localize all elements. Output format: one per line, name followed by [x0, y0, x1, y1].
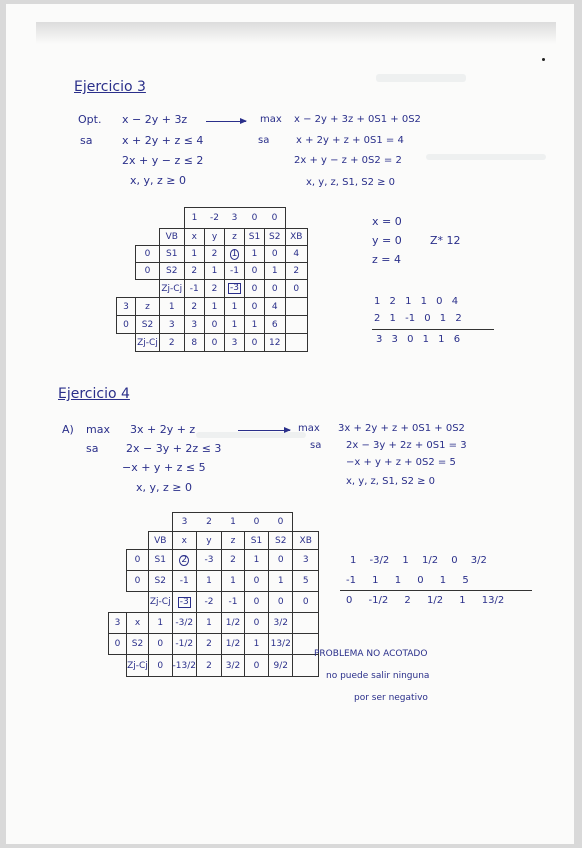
cost-cell: 0: [244, 513, 268, 532]
tableau-cell: 1: [149, 613, 173, 634]
heading-ejercicio-4: Ejercicio 4: [58, 386, 130, 402]
header-cell: x: [184, 229, 205, 246]
cost-cell: 3: [172, 513, 196, 532]
tableau-cell: -1: [221, 592, 244, 613]
tableau-cell: -1: [184, 280, 205, 298]
zj-cj-label: Zj-Cj: [136, 334, 160, 352]
cost-cell: -2: [205, 208, 225, 229]
cost-cell: 2: [196, 513, 221, 532]
tableau-cell: 0: [205, 334, 225, 352]
tableau-cell: 2: [184, 263, 205, 280]
header-cell: z: [221, 532, 244, 550]
tableau-cell: 2: [285, 263, 308, 280]
tableau-cell: 4: [265, 298, 286, 316]
tableau-cell: 0: [244, 655, 268, 677]
simplex-tableau-e4: [108, 512, 319, 677]
tableau-cell: 1: [265, 263, 286, 280]
tableau-cell: 1: [160, 298, 185, 316]
standard-form-line: 3x + 2y + z + 0S1 + 0S2: [338, 423, 465, 434]
tableau-cell: 0: [244, 571, 268, 592]
tableau-cell: -13/2: [172, 655, 196, 677]
tableau-cell: 0: [244, 592, 268, 613]
constraint-line: −x + y + z ≤ 5: [122, 461, 206, 474]
basis-var-cell: x: [127, 613, 149, 634]
tableau-cell: 0: [149, 634, 173, 655]
tableau-cell: 1: [244, 550, 268, 571]
cost-cell: 1: [221, 513, 244, 532]
standard-form-line: 2x + y − z + 0S2 = 2: [294, 155, 402, 166]
tableau-cell: 1: [196, 571, 221, 592]
basis-cost-cell: 3: [117, 298, 136, 316]
note-line: por ser negativo: [354, 693, 428, 703]
tableau-cell: 12: [265, 334, 286, 352]
basis-var-cell: z: [136, 298, 160, 316]
tableau-cell: 0: [245, 334, 265, 352]
optimal-z: Z* 12: [430, 234, 461, 247]
cost-cell: 0: [265, 208, 286, 229]
basis-cost-cell: 0: [127, 571, 149, 592]
tableau-cell: 2: [205, 246, 225, 263]
document-page: [6, 4, 574, 844]
tableau-cell: 3: [184, 316, 205, 334]
header-cell: x: [172, 532, 196, 550]
tableau-cell: 0: [245, 298, 265, 316]
objective-line: 3x + 2y + z: [130, 423, 196, 436]
header-cell: S2: [268, 532, 293, 550]
transform-arrow-icon: [206, 121, 246, 122]
basis-cost-cell: 0: [136, 263, 160, 280]
basis-cost-cell: 0: [127, 550, 149, 571]
tableau-cell: 6: [265, 316, 286, 334]
header-cell: z: [225, 229, 245, 246]
page-top-shadow: [36, 22, 556, 44]
cost-cell: 3: [225, 208, 245, 229]
tableau-cell: 3/2: [268, 613, 293, 634]
tableau-cell: 1: [205, 263, 225, 280]
tableau-cell: 3: [160, 316, 185, 334]
tableau-cell: 0: [293, 592, 319, 613]
cost-cell: 1: [184, 208, 205, 229]
tableau-cell: 0: [245, 280, 265, 298]
tableau-cell: 1/2: [221, 613, 244, 634]
cost-cell: 0: [245, 208, 265, 229]
tableau-cell: 0: [205, 316, 225, 334]
tableau-cell: 1: [184, 246, 205, 263]
tableau-cell: 3: [293, 550, 319, 571]
tableau-cell: -2: [196, 592, 221, 613]
zj-cj-label: Zj-Cj: [127, 655, 149, 677]
tableau-cell: 4: [285, 246, 308, 263]
standard-form-line: 2x − 3y + 2z + 0S1 = 3: [346, 440, 467, 451]
sa-label: sa: [310, 440, 322, 451]
opt-label: Opt.: [78, 113, 102, 126]
entering-cell: -3: [172, 592, 196, 613]
header-cell: VB: [160, 229, 185, 246]
tableau-cell: 0: [244, 613, 268, 634]
max-label: max: [260, 114, 282, 125]
header-cell: VB: [149, 532, 173, 550]
basis-var-cell: S1: [160, 246, 185, 263]
header-cell: XB: [285, 229, 308, 246]
calc-row: 1 -3/2 1 1/2 0 3/2: [350, 555, 487, 566]
tableau-cell: 3/2: [221, 655, 244, 677]
standard-form-line: x + 2y + z + 0S1 = 4: [296, 135, 404, 146]
tableau-cell: 1/2: [221, 634, 244, 655]
entering-cell: -3: [225, 280, 245, 298]
calc-result: 0 -1/2 2 1/2 1 13/2: [346, 595, 505, 606]
tableau-cell: 5: [293, 571, 319, 592]
tableau-cell: 1: [245, 316, 265, 334]
tableau-cell: 1: [244, 634, 268, 655]
tableau-cell: [285, 316, 308, 334]
sa-label: sa: [86, 442, 99, 455]
constraint-line: 2x − 3y + 2z ≤ 3: [126, 442, 222, 455]
tableau-cell: 0: [268, 592, 293, 613]
tableau-cell: 3: [225, 334, 245, 352]
bleed-through-mark: [376, 74, 466, 82]
nonnegativity-line: x, y, z ≥ 0: [130, 174, 186, 187]
sa-label: sa: [80, 134, 93, 147]
basis-var-cell: S2: [127, 634, 149, 655]
bleed-through-mark: [426, 154, 546, 160]
tableau-cell: 0: [285, 280, 308, 298]
tableau-cell: 0: [265, 280, 286, 298]
header-cell: y: [205, 229, 225, 246]
basis-var-cell: S2: [149, 571, 173, 592]
zj-cj-label: Zj-Cj: [149, 592, 173, 613]
header-cell: S1: [245, 229, 265, 246]
heading-ejercicio-3: Ejercicio 3: [74, 79, 146, 95]
tableau-cell: [285, 334, 308, 352]
pivot-cell: 1: [225, 246, 245, 263]
tableau-cell: 1: [225, 298, 245, 316]
pivot-cell: 2: [172, 550, 196, 571]
basis-var-cell: S1: [149, 550, 173, 571]
tableau-cell: 2: [160, 334, 185, 352]
tableau-cell: 1: [225, 316, 245, 334]
header-cell: y: [196, 532, 221, 550]
header-cell: S2: [265, 229, 286, 246]
tableau-cell: 1: [268, 571, 293, 592]
standard-form-line: −x + y + z + 0S2 = 5: [346, 457, 456, 468]
nonnegativity-line: x, y, z ≥ 0: [136, 481, 192, 494]
tableau-cell: 0: [245, 263, 265, 280]
tableau-cell: [293, 613, 319, 634]
solution-value: y = 0: [372, 234, 402, 247]
basis-cost-cell: 0: [117, 316, 136, 334]
tableau-cell: 2: [221, 550, 244, 571]
tableau-cell: 1: [221, 571, 244, 592]
tableau-cell: 2: [184, 298, 205, 316]
constraint-line: x + 2y + z ≤ 4: [122, 134, 204, 147]
standard-form-line: x − 2y + 3z + 0S1 + 0S2: [294, 114, 421, 125]
tableau-cell: 9/2: [268, 655, 293, 677]
standard-form-line: x, y, z, S1, S2 ≥ 0: [346, 476, 436, 487]
solution-value: z = 4: [372, 253, 401, 266]
tableau-cell: 0: [265, 246, 286, 263]
tableau-cell: 1: [245, 246, 265, 263]
tableau-cell: [285, 298, 308, 316]
calc-result: 3 3 0 1 1 6: [376, 334, 461, 345]
calc-rule: [372, 329, 494, 330]
note-line: no puede salir ninguna: [326, 671, 430, 681]
standard-form-line: x, y, z, S1, S2 ≥ 0: [306, 177, 396, 188]
tableau-cell: -3: [196, 550, 221, 571]
header-cell: XB: [293, 532, 319, 550]
basis-var-cell: S2: [136, 316, 160, 334]
tableau-cell: -1/2: [172, 634, 196, 655]
simplex-tableau-e3: [116, 207, 308, 352]
tableau-cell: 13/2: [268, 634, 293, 655]
transform-arrow-icon: [238, 430, 290, 431]
objective-line: x − 2y + 3z: [122, 113, 188, 126]
basis-var-cell: S2: [160, 263, 185, 280]
part-a-label: A): [62, 423, 74, 436]
basis-cost-cell: 0: [136, 246, 160, 263]
tableau-cell: -1: [172, 571, 196, 592]
max-label: max: [86, 423, 110, 436]
tableau-cell: -1: [225, 263, 245, 280]
tableau-cell: 1: [205, 298, 225, 316]
calc-rule: [340, 590, 532, 591]
tableau-cell: 0: [149, 655, 173, 677]
max-label: max: [298, 423, 320, 434]
tableau-cell: 0: [268, 550, 293, 571]
calc-row: 2 1 -1 0 1 2: [374, 313, 462, 324]
sa-label: sa: [258, 135, 270, 146]
header-cell: S1: [244, 532, 268, 550]
calc-row: -1 1 1 0 1 5: [346, 575, 469, 586]
zj-cj-label: Zj-Cj: [160, 280, 185, 298]
basis-cost-cell: 0: [109, 634, 127, 655]
tableau-cell: 2: [205, 280, 225, 298]
note-line: PROBLEMA NO ACOTADO: [314, 649, 428, 659]
ink-dot: [542, 58, 545, 61]
tableau-cell: 2: [196, 655, 221, 677]
cost-cell: 0: [268, 513, 293, 532]
solution-value: x = 0: [372, 215, 402, 228]
basis-cost-cell: 3: [109, 613, 127, 634]
tableau-cell: 1: [196, 613, 221, 634]
tableau-cell: 2: [196, 634, 221, 655]
constraint-line: 2x + y − z ≤ 2: [122, 154, 204, 167]
calc-row: 1 2 1 1 0 4: [374, 296, 459, 307]
tableau-cell: 8: [184, 334, 205, 352]
tableau-cell: -3/2: [172, 613, 196, 634]
